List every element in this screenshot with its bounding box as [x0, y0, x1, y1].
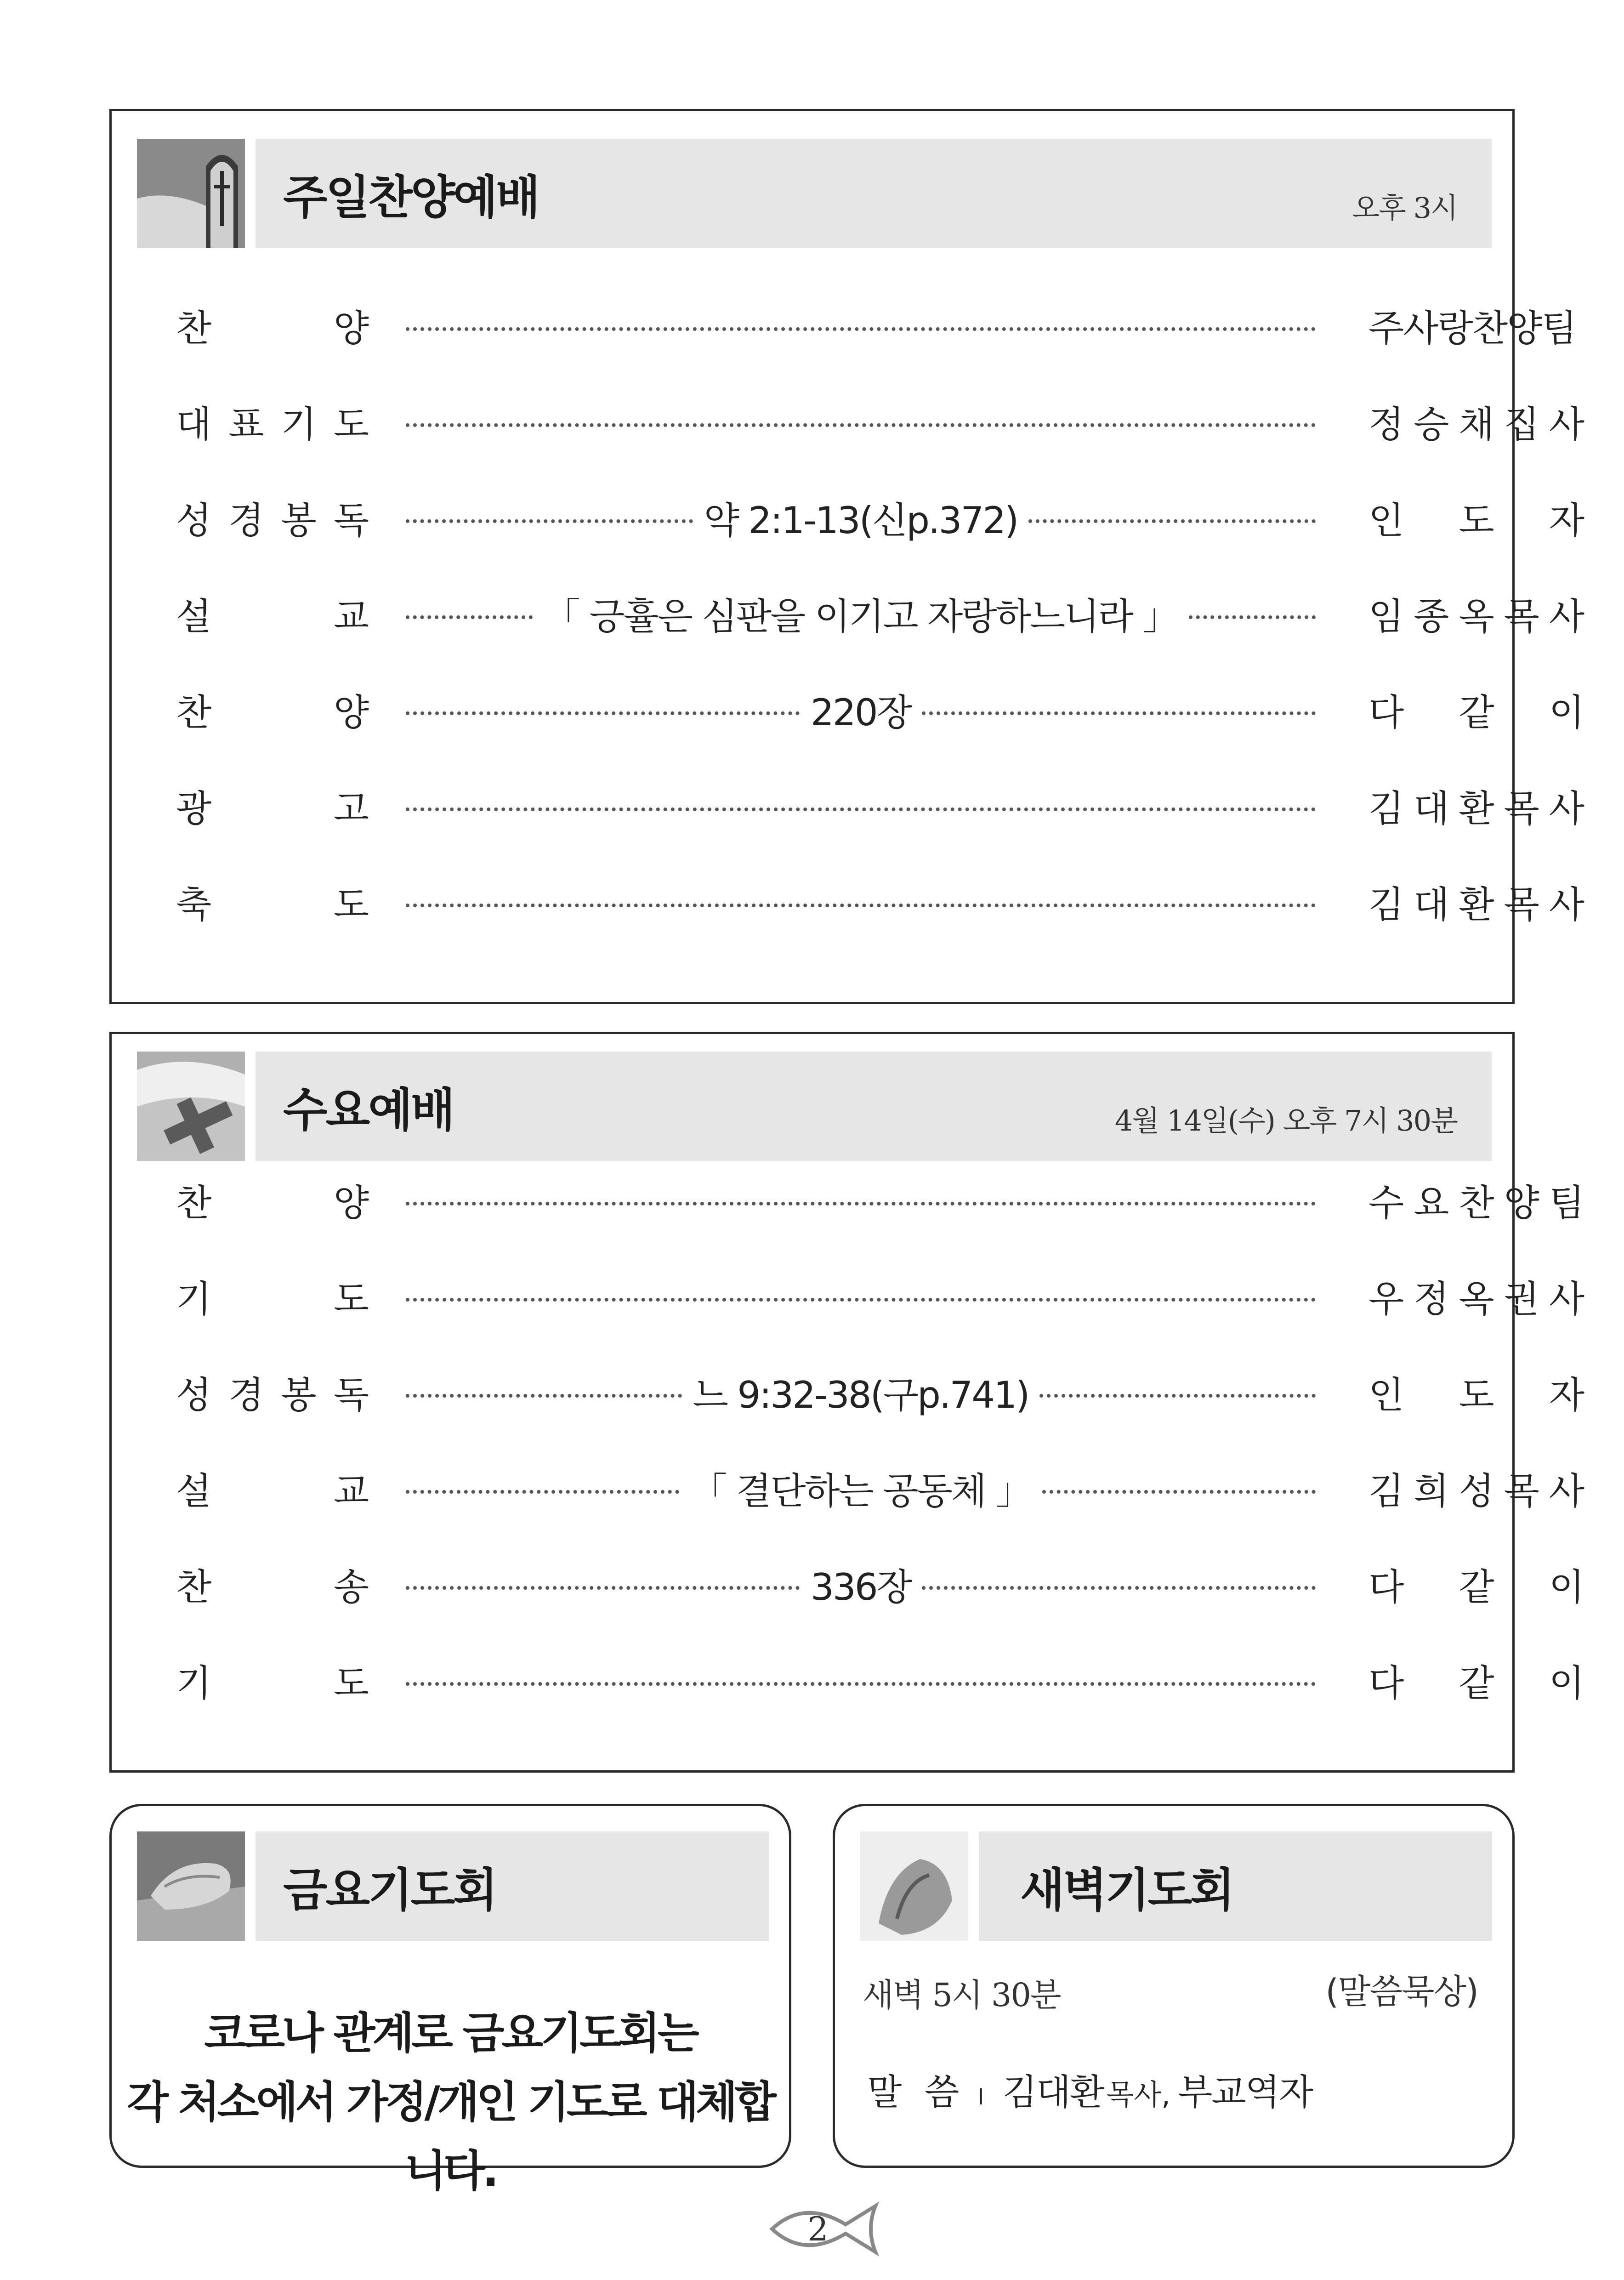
order-detail: 220장 [811, 691, 911, 734]
order-leader-char: 양 [1504, 1181, 1539, 1224]
wednesday-service-box [109, 1032, 1584, 1773]
leader-dots [406, 804, 1316, 811]
order-row [176, 876, 1584, 927]
order-label-char: 양 [333, 691, 369, 734]
leader-dots [922, 1582, 1316, 1590]
order-leader-char: 주사랑찬양팀 [1368, 307, 1576, 350]
order-label-char: 대 [176, 403, 212, 446]
order-label-char: 기 [281, 403, 317, 446]
order-leader-char: 같 [1459, 691, 1494, 734]
order-detail: 느 9:32-38(구p.741) [693, 1373, 1029, 1416]
friday-prayer-box [109, 1804, 791, 2196]
order-leader-char: 수 [1368, 1181, 1404, 1224]
leader-dots [406, 324, 1316, 331]
order-label-char: 기 [176, 1661, 212, 1705]
order-leader-char: 옥 [1459, 1277, 1494, 1320]
order-label-char: 봉 [281, 1373, 317, 1416]
leader-dots [406, 1390, 682, 1398]
page-number: 2 [807, 2210, 829, 2248]
order-label-char: 고 [333, 787, 369, 830]
order-detail: 「 결단하는 공동체 」 [690, 1469, 1031, 1512]
order-leader-char: 사 [1549, 883, 1584, 926]
order-leader [1368, 300, 1584, 350]
order-label-char: 표 [228, 403, 264, 446]
order-detail: 336장 [811, 1565, 911, 1609]
order-leader-char: 사 [1549, 595, 1584, 638]
order-label [176, 1462, 369, 1513]
order-leader-char: 대 [1414, 787, 1449, 830]
order-leader-char: 이 [1549, 691, 1584, 734]
leader-dots [1028, 516, 1316, 523]
order-leader-char: 인 [1368, 499, 1404, 542]
order-leader [1368, 684, 1584, 734]
order-leader-char: 권 [1504, 1277, 1539, 1320]
order-leader [1368, 1174, 1584, 1225]
order-leader-char: 사 [1549, 787, 1584, 830]
dawn-note: (말씀묵상) [1325, 1972, 1478, 2012]
order-label [176, 1366, 369, 1417]
church-window-photo [137, 139, 245, 248]
order-leader-char: 사 [1549, 1469, 1584, 1512]
order-leader-char: 목 [1504, 595, 1539, 638]
order-label-char: 도 [333, 1661, 369, 1705]
order-label [176, 492, 369, 542]
order-label-char: 도 [333, 403, 369, 446]
dawn-separator: I [977, 2084, 984, 2110]
order-label-char: 도 [333, 1277, 369, 1320]
order-leader-char: 우 [1368, 1277, 1404, 1320]
order-row [176, 1558, 1584, 1609]
sunday-time: 오후 3시 [1352, 191, 1457, 225]
order-label [176, 780, 369, 830]
order-label [176, 876, 369, 927]
order-leader-char: 다 [1368, 691, 1404, 734]
order-leader-char: 김 [1368, 1469, 1404, 1512]
order-leader [1368, 1270, 1584, 1321]
order-leader-char: 사 [1549, 1277, 1584, 1320]
dawn-prayer-box [833, 1804, 1515, 2168]
order-leader-char: 찬 [1459, 1181, 1494, 1224]
order-label-char: 양 [333, 307, 369, 350]
order-label-char: 봉 [281, 499, 317, 542]
order-leader-char: 같 [1459, 1661, 1494, 1705]
order-leader-char: 이 [1549, 1661, 1584, 1705]
order-leader [1368, 876, 1584, 927]
order-leader-char: 목 [1504, 1469, 1539, 1512]
order-label [176, 684, 369, 734]
order-leader-char: 종 [1414, 595, 1449, 638]
order-leader-char: 다 [1368, 1565, 1404, 1609]
order-label-char: 독 [333, 1373, 369, 1416]
wednesday-time: 4월 14일(수) 오후 7시 30분 [1114, 1104, 1457, 1137]
sunday-title: 주일찬양예배 [283, 171, 539, 224]
friday-notice-line-1: 코로나 관계로 금요기도회는 [204, 2008, 697, 2058]
order-detail: 약 2:1-13(신p.372) [704, 499, 1018, 542]
order-leader-char: 대 [1414, 883, 1449, 926]
order-row [176, 396, 1584, 446]
praying-hands-photo [137, 1831, 245, 1941]
order-leader-char: 다 [1368, 1661, 1404, 1705]
order-leader [1368, 1366, 1584, 1417]
order-label [176, 300, 369, 350]
order-leader-char: 요 [1414, 1181, 1449, 1224]
order-leader-char: 환 [1459, 883, 1494, 926]
dawn-preacher-line [867, 2064, 1312, 2115]
order-label-char: 교 [333, 1469, 369, 1512]
order-label-char: 성 [176, 1373, 212, 1416]
order-leader-char: 도 [1459, 1373, 1494, 1416]
order-row [176, 1462, 1584, 1513]
friday-title: 금요기도회 [283, 1863, 496, 1917]
order-label [176, 1655, 369, 1705]
order-label-char: 성 [176, 499, 212, 542]
leader-dots [1039, 1390, 1316, 1398]
dawn-preacher-title: 목사, [1106, 2078, 1170, 2111]
order-leader-char: 임 [1368, 595, 1404, 638]
leader-dots [1189, 612, 1316, 619]
order-row [176, 684, 1584, 734]
order-row [176, 780, 1584, 830]
order-leader-char: 승 [1414, 403, 1449, 446]
order-label-char: 찬 [176, 307, 212, 350]
order-leader-char: 정 [1368, 403, 1404, 446]
order-label-char: 도 [333, 883, 369, 926]
wednesday-title: 수요예배 [283, 1083, 454, 1137]
order-label [176, 1174, 369, 1225]
leader-dots [922, 708, 1316, 715]
leader-dots [406, 516, 693, 523]
order-leader-char: 사 [1549, 403, 1584, 446]
order-leader [1368, 1655, 1584, 1705]
friday-notice-line-2: 각 처소에서 가정/개인 기도로 대체합니다. [127, 2077, 774, 2196]
order-label-char: 양 [333, 1181, 369, 1224]
order-label-char: 교 [333, 595, 369, 638]
leader-dots [406, 1582, 800, 1590]
order-leader-char: 집 [1504, 403, 1539, 446]
leader-dots [1042, 1486, 1316, 1494]
order-row [176, 1270, 1584, 1321]
order-leader-char: 채 [1459, 403, 1494, 446]
page-number-badge [763, 2201, 882, 2257]
leader-dots [406, 1198, 1316, 1205]
order-label-char: 찬 [176, 691, 212, 734]
order-label-char: 경 [228, 499, 264, 542]
leader-dots [406, 900, 1316, 907]
order-label-char: 찬 [176, 1565, 212, 1609]
dawn-word-label: 말 씀 [867, 2072, 960, 2113]
order-label-char: 설 [176, 1469, 212, 1512]
dawn-time: 새벽 5시 30분 [863, 1976, 1061, 2014]
order-leader [1368, 1558, 1584, 1609]
order-leader-char: 자 [1549, 499, 1584, 542]
order-row [176, 492, 1584, 542]
order-leader [1368, 492, 1584, 542]
leader-dots [406, 1294, 1316, 1302]
order-label-char: 경 [228, 1373, 264, 1416]
order-row [176, 1655, 1584, 1705]
order-label-char: 송 [333, 1565, 369, 1609]
order-leader-char: 이 [1549, 1565, 1584, 1609]
sunday-service-box [109, 109, 1584, 1004]
order-leader-char: 목 [1504, 787, 1539, 830]
order-label-char: 설 [176, 595, 212, 638]
order-leader-char: 팀 [1549, 1181, 1584, 1224]
sunday-header [256, 139, 1492, 248]
order-row [176, 300, 1576, 350]
order-label-char: 찬 [176, 1181, 212, 1224]
order-label [176, 1558, 369, 1609]
order-leader-char: 성 [1459, 1469, 1494, 1512]
order-leader-char: 인 [1368, 1373, 1404, 1416]
order-leader-char: 목 [1504, 883, 1539, 926]
leader-dots [406, 420, 1316, 427]
order-leader-char: 김 [1368, 883, 1404, 926]
leader-dots [406, 1486, 679, 1494]
order-row [176, 588, 1584, 638]
order-leader-char: 도 [1459, 499, 1494, 542]
order-leader-char: 희 [1414, 1469, 1449, 1512]
order-leader [1368, 780, 1584, 830]
order-label-char: 축 [176, 883, 212, 926]
order-leader [1368, 1462, 1584, 1513]
cross-bible-photo [137, 1052, 245, 1161]
order-label [176, 1270, 369, 1321]
clasped-hands-photo [860, 1831, 968, 1941]
order-label-char: 독 [333, 499, 369, 542]
order-label [176, 588, 369, 638]
order-leader-char: 자 [1549, 1373, 1584, 1416]
order-label [176, 396, 369, 446]
leader-dots [406, 612, 533, 619]
dawn-others: 부교역자 [1178, 2072, 1313, 2113]
order-row [176, 1366, 1584, 1417]
order-leader-char: 김 [1368, 787, 1404, 830]
leader-dots [406, 708, 800, 715]
order-row [176, 1174, 1584, 1225]
dawn-title: 새벽기도회 [1020, 1863, 1233, 1917]
order-detail: 「 긍휼은 심판을 이기고 자랑하느니라 」 [543, 595, 1178, 638]
wednesday-header [256, 1052, 1492, 1161]
dawn-header [979, 1831, 1492, 1941]
order-label-char: 광 [176, 787, 212, 830]
order-leader-char: 같 [1459, 1565, 1494, 1609]
order-leader [1368, 588, 1584, 638]
order-label-char: 기 [176, 1277, 212, 1320]
dawn-preacher: 김대환 [1002, 2072, 1104, 2113]
order-leader-char: 환 [1459, 787, 1494, 830]
order-leader-char: 옥 [1459, 595, 1494, 638]
leader-dots [406, 1678, 1316, 1686]
order-leader [1368, 396, 1584, 446]
friday-header [256, 1831, 769, 1941]
order-leader-char: 정 [1414, 1277, 1449, 1320]
